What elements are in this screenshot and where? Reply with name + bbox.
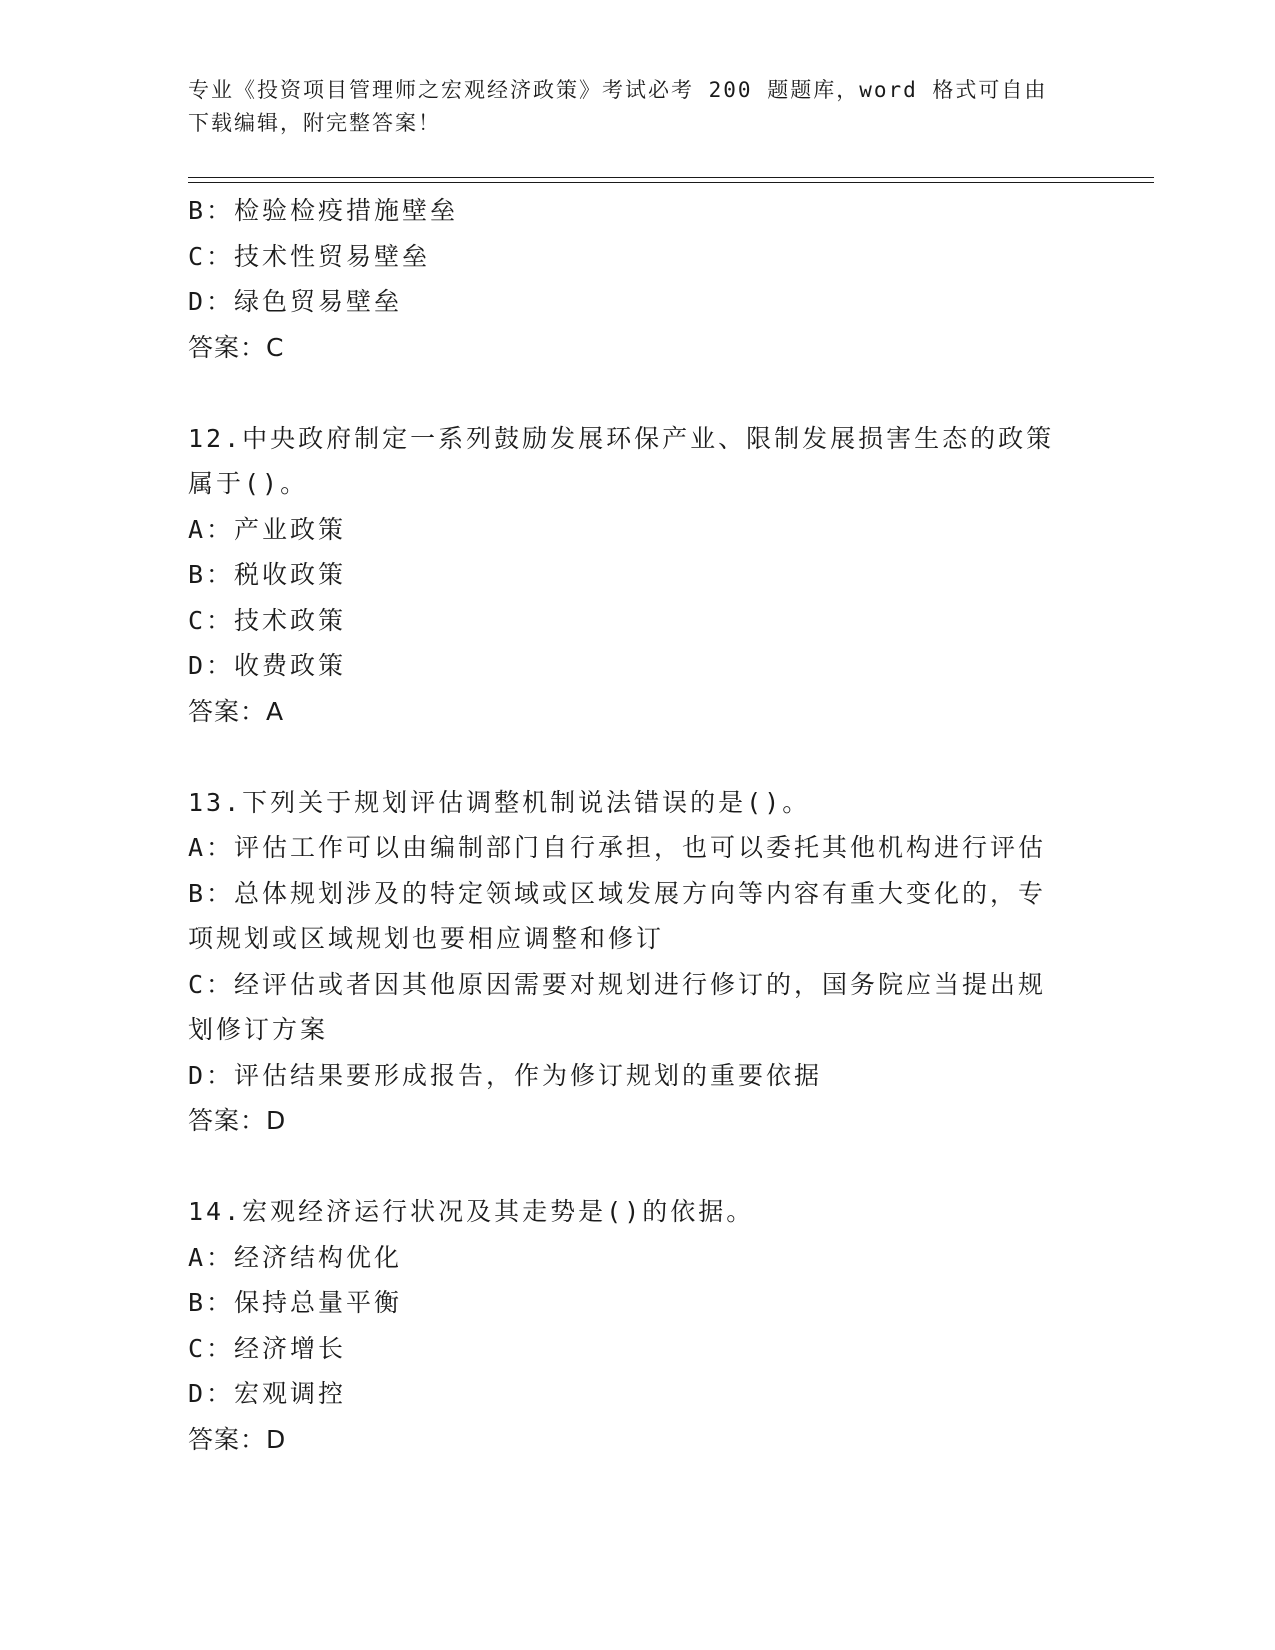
question-14: [188, 1189, 1088, 1462]
option-b: B：税收政策: [188, 560, 347, 589]
question-stem: 14.宏观经济运行状况及其走势是()的依据。: [188, 1197, 755, 1226]
option-a: A：经济结构优化: [188, 1242, 403, 1272]
option-b: B：保持总量平衡: [188, 1288, 403, 1317]
option-d: D：绿色贸易壁垒: [188, 287, 403, 316]
header-rule-top: [188, 177, 1154, 178]
answer: 答案：D: [188, 1106, 287, 1135]
option-d: D：收费政策: [188, 651, 347, 680]
question-stem-cont: 属于()。: [188, 469, 309, 498]
question-list: [188, 188, 1088, 1462]
answer: 答案：A: [188, 696, 285, 726]
option-d: D：宏观调控: [188, 1379, 347, 1408]
header-line-2: 下载编辑，附完整答案！: [188, 111, 441, 135]
question-stem: 13.下列关于规划评估调整机制说法错误的是()。: [188, 787, 811, 817]
header-line-1: 专业《投资项目管理师之宏观经济政策》考试必考 200 题题库，word 格式可自由: [188, 78, 1048, 102]
document-header: [188, 74, 1068, 140]
option-a: A：产业政策: [188, 514, 347, 544]
option-c: C：经评估或者因其他原因需要对规划进行修订的，国务院应当提出规: [188, 969, 1047, 999]
spacer: [188, 1144, 1088, 1190]
option-c: C：技术政策: [188, 605, 347, 635]
header-rule-bottom: [188, 182, 1154, 183]
option-b: B：总体规划涉及的特定领域或区域发展方向等内容有重大变化的，专: [188, 878, 1047, 908]
spacer: [188, 734, 1088, 780]
option-c-cont: 划修订方案: [188, 1015, 329, 1044]
answer: 答案：D: [188, 1424, 287, 1454]
spacer: [188, 370, 1088, 416]
option-a: A：评估工作可以由编制部门自行承担，也可以委托其他机构进行评估: [188, 833, 1047, 862]
question-stem: 12.中央政府制定一系列鼓励发展环保产业、限制发展损害生态的政策: [188, 423, 1055, 453]
option-b: B：检验检疫措施壁垒: [188, 196, 459, 225]
question-13: [188, 780, 1088, 1144]
option-c: C：经济增长: [188, 1333, 347, 1363]
question-12: [188, 416, 1088, 735]
question-11-tail: [188, 188, 1088, 370]
answer: 答案：C: [188, 332, 285, 362]
option-c: C：技术性贸易壁垒: [188, 241, 431, 271]
option-b-cont: 项规划或区域规划也要相应调整和修订: [188, 924, 665, 953]
option-d: D：评估结果要形成报告，作为修订规划的重要依据: [188, 1060, 823, 1090]
